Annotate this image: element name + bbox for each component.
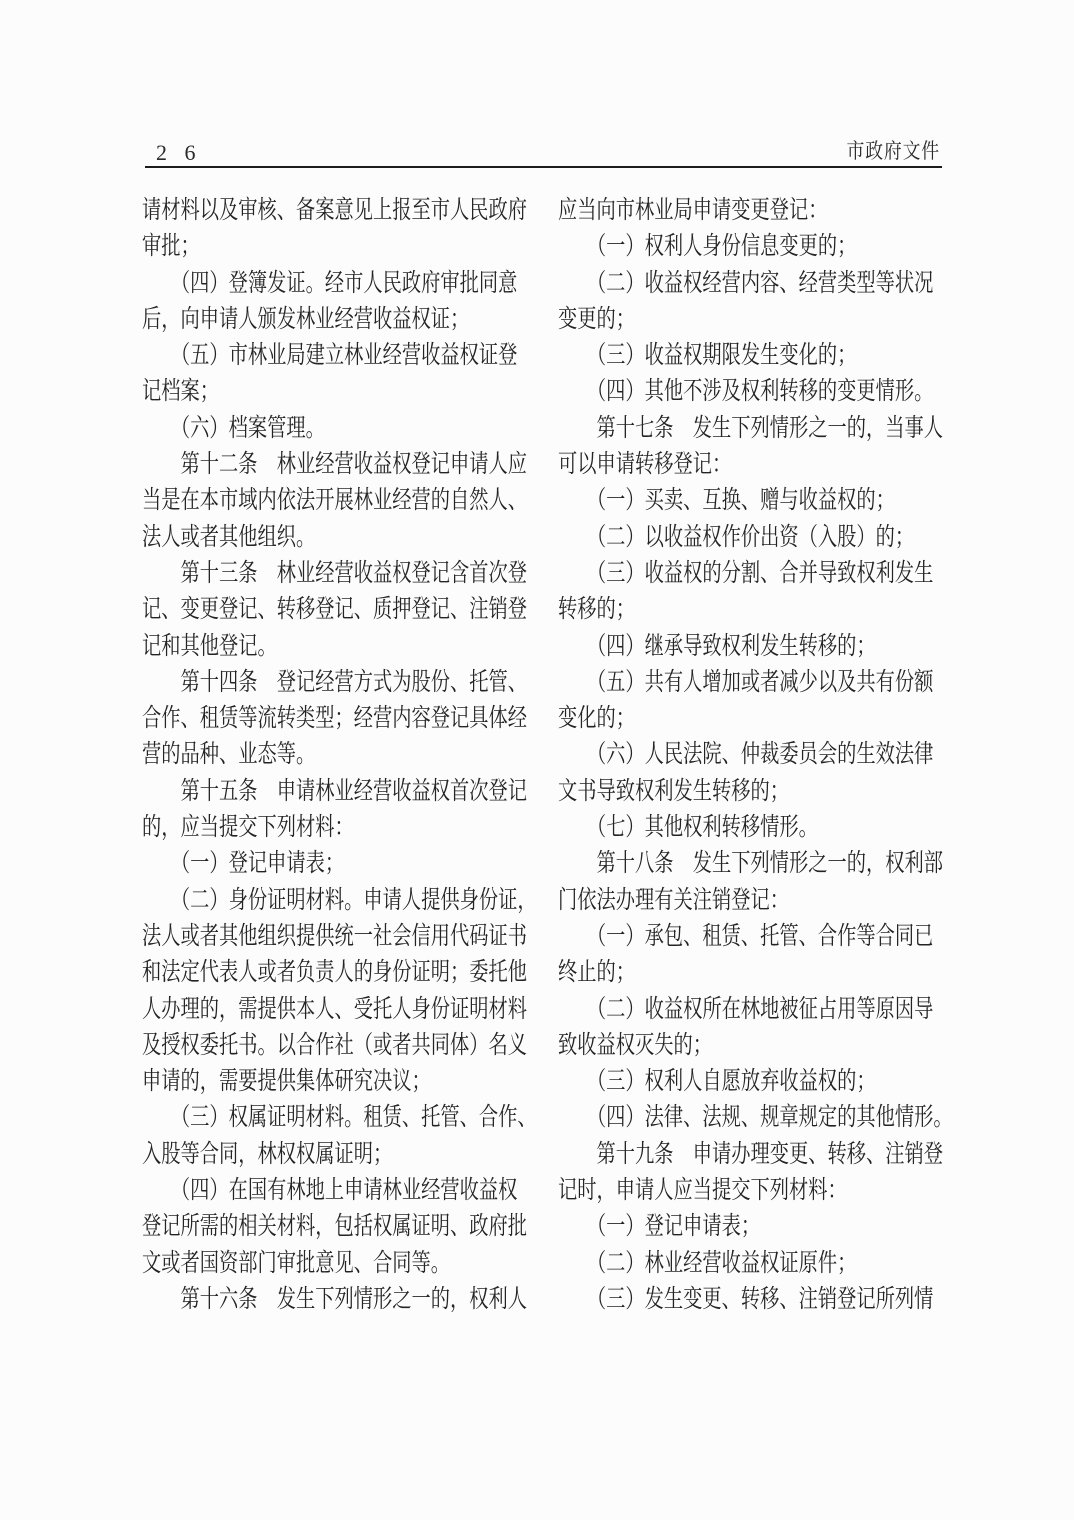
page-number: 2 6 (156, 140, 202, 165)
text-column-left (142, 193, 537, 1318)
text-line: 变更的； (558, 305, 636, 333)
text-line: 当是在本市域内依法开展林业经营的自然人、 (142, 487, 528, 515)
text-line: 的，应当提交下列材料： (142, 814, 354, 842)
text-line: （二）身份证明材料。申请人提供身份证， (142, 886, 537, 914)
text-line: （六）档案管理。 (142, 414, 325, 442)
text-line: 文或者国资部门审批意见、合同等。 (142, 1249, 451, 1277)
text-line: 登记所需的相关材料，包括权属证明、政府批 (142, 1213, 528, 1241)
text-line: （一）权利人身份信息变更的； (558, 233, 857, 261)
text-column-right (558, 193, 953, 1318)
text-line: （五）共有人增加或者减少以及共有份额 (558, 668, 934, 696)
text-line: 第十二条 林业经营收益权登记申请人应 (142, 451, 528, 479)
text-line: （二）收益权所在林地被征占用等原因导 (558, 995, 934, 1023)
text-line: 第十五条 申请林业经营收益权首次登记 (142, 777, 528, 805)
text-line: （六）人民法院、仲裁委员会的生效法律 (558, 741, 934, 769)
text-line: （四）登簿发证。经市人民政府审批同意 (142, 269, 518, 297)
text-line: 变化的； (558, 705, 636, 733)
text-line: 记、变更登记、转移登记、质押登记、注销登 (142, 596, 528, 624)
text-line: 后，向申请人颁发林业经营收益权证； (142, 305, 470, 333)
page-header (0, 0, 1074, 170)
text-line: 应当向市林业局申请变更登记： (558, 197, 828, 224)
text-line: 第十四条 登记经营方式为股份、托管、 (142, 668, 528, 696)
text-line: （二）以收益权作价出资（入股）的； (558, 523, 915, 551)
text-line: （三）收益权的分割、合并导致权利发生 (558, 559, 934, 587)
text-line: 可以申请转移登记： (558, 451, 732, 479)
text-line: （三）收益权期限发生变化的； (558, 342, 857, 370)
text-line: 终止的； (558, 959, 636, 987)
text-line: 申请的，需要提供集体研究决议； (142, 1068, 431, 1096)
header-doc-label: 市政府文件 (846, 139, 940, 163)
text-line: （二）林业经营收益权证原件； (558, 1249, 857, 1277)
text-line: 门依法办理有关注销登记： (558, 886, 790, 914)
text-line: 记时，申请人应当提交下列材料： (558, 1177, 847, 1205)
text-line: 第十六条 发生下列情形之一的，权利人 (142, 1285, 528, 1313)
text-line: （四）法律、法规、规章规定的其他情形。 (558, 1104, 953, 1132)
text-line: （一）登记申请表； (558, 1213, 761, 1241)
text-line: 及授权委托书。以合作社（或者共同体）名义 (142, 1031, 528, 1059)
text-line: 文书导致权利发生转移的； (558, 777, 790, 805)
text-line: （七）其他权利转移情形。 (558, 814, 818, 842)
text-line: 第十七条 发生下列情形之一的，当事人 (558, 414, 944, 442)
text-line: （四）其他不涉及权利转移的变更情形。 (558, 378, 934, 406)
text-line: 记档案； (142, 378, 220, 406)
text-line: 致收益权灭失的； (558, 1031, 713, 1059)
text-line: （一）承包、租赁、托管、合作等合同已 (558, 922, 934, 950)
text-line: 和法定代表人或者负责人的身份证明；委托他 (142, 959, 528, 987)
text-line: 入股等合同，林权权属证明； (142, 1140, 393, 1168)
text-line: 请材料以及审核、备案意见上报至市人民政府 (142, 197, 528, 224)
text-line: （一）登记申请表； (142, 850, 345, 878)
text-line: （一）买卖、互换、赠与收益权的； (558, 487, 895, 515)
text-line: 转移的； (558, 596, 636, 624)
text-line: 第十三条 林业经营收益权登记含首次登 (142, 559, 528, 587)
text-line: 审批； (142, 233, 200, 261)
text-line: （五）市林业局建立林业经营收益权证登 (142, 342, 518, 370)
text-line: （三）发生变更、转移、注销登记所列情 (558, 1285, 934, 1313)
text-line: （四）在国有林地上申请林业经营收益权 (142, 1177, 518, 1205)
text-line: 营的品种、业态等。 (142, 741, 316, 769)
text-line: 第十九条 申请办理变更、转移、注销登 (558, 1140, 944, 1168)
text-line: （三）权属证明材料。租赁、托管、合作、 (142, 1104, 537, 1132)
header-rule (145, 166, 942, 168)
text-line: 第十八条 发生下列情形之一的，权利部 (558, 850, 944, 878)
text-line: （三）权利人自愿放弃收益权的； (558, 1068, 876, 1096)
text-line: 记和其他登记。 (142, 632, 277, 660)
text-line: （二）收益权经营内容、经营类型等状况 (558, 269, 934, 297)
text-line: 合作、租赁等流转类型；经营内容登记具体经 (142, 705, 528, 733)
text-line: （四）继承导致权利发生转移的； (558, 632, 876, 660)
text-line: 法人或者其他组织。 (142, 523, 316, 551)
text-line: 人办理的，需提供本人、受托人身份证明材料 (142, 995, 528, 1023)
text-line: 法人或者其他组织提供统一社会信用代码证书 (142, 922, 528, 950)
